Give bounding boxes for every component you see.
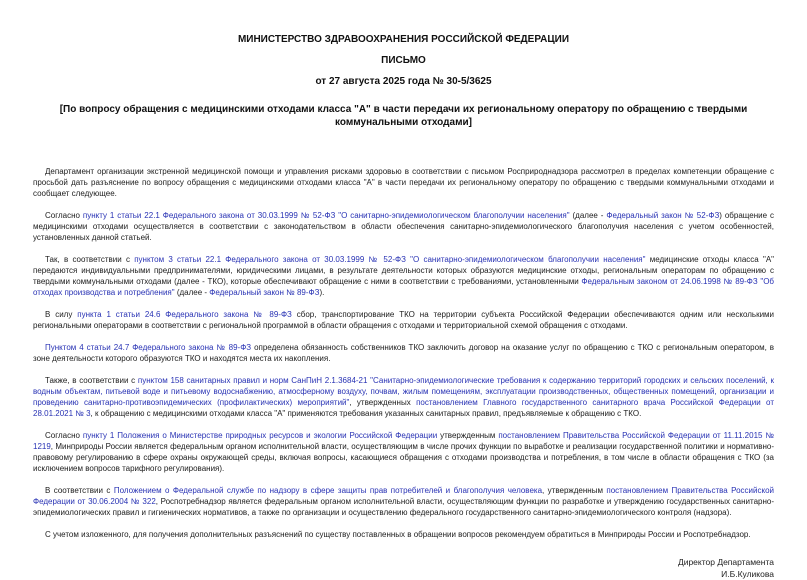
doc-type: ПИСЬМО	[381, 55, 426, 66]
signature-block	[33, 556, 774, 580]
ministry-title: МИНИСТЕРСТВО ЗДРАВООХРАНЕНИЯ РОССИЙСКОЙ ФЕДЕРАЦИИ	[237, 34, 570, 45]
legal-reference-link[interactable]: пунктом 3 статьи 22.1 Федерального закона от 30.03.1999 № 52-ФЗ "О санитарно-эпидемиологическом благополучии населения"	[134, 255, 646, 264]
legal-reference-link[interactable]: Положением о Федеральной службе по надзору в сфере защиты прав потребителей и благополучия человека	[113, 486, 543, 495]
paragraph	[33, 430, 774, 474]
legal-reference-link[interactable]: постановлением Главного государственного санитарного врача Российской Федерации от 28.01.2021 № 3	[33, 398, 774, 418]
paragraph-text: , утвержденных	[349, 398, 417, 407]
paragraph	[33, 254, 774, 298]
paragraph-text: Департамент организации экстренной медицинской помощи и управления рисками здоровью в соответствии с письмом Росприроднадзора рассмотрел в пределах компетенции обращение с просьбой дать разъяснение по вопросу обращения с медицинскими отходами класса "А" в части передачи их региональному оператору по обращению с твердыми коммунальными отходами и сообщает следующее.	[33, 167, 774, 198]
paragraph	[33, 210, 774, 243]
paragraph-text: (далее -	[569, 211, 607, 220]
paragraph	[33, 485, 774, 518]
paragraph	[33, 309, 774, 331]
paragraph-text: В соответствии с	[45, 486, 114, 495]
legal-reference-link[interactable]: пункта 1 статьи 24.6 Федерального закона № 89-ФЗ	[77, 310, 292, 319]
legal-reference-link[interactable]: пункту 1 Положения о Министерстве природных ресурсов и экологии Российской Федерации	[82, 431, 438, 440]
paragraph-text: ) обращение с медицинскими отходами осуществляется в соответствии с законодательством в области обеспечения санитарно-эпидемиологического благополучия населения с учетом особенностей, установленных данной статьей.	[33, 211, 774, 242]
paragraph-text: В силу	[45, 310, 78, 319]
legal-reference-link[interactable]: постановлением Правительства Российской Федерации от 11.11.2015 № 1219	[33, 431, 774, 451]
legal-reference-link[interactable]: пункту 1 статьи 22.1 Федерального закона от 30.03.1999 № 52-ФЗ "О санитарно-эпидемиологическом благополучии населения"	[82, 211, 570, 220]
signature-title: Директор Департамента	[677, 557, 774, 567]
signature-name: И.Б.Куликова	[721, 569, 774, 579]
paragraph-text: Согласно	[45, 431, 83, 440]
paragraph-text: , к обращению с медицинскими отходами класса "А" применяются требования указанных санитарных правил, предъявляемые к обращению с ТКО.	[90, 409, 642, 418]
paragraph-text: Так, в соответствии с	[45, 255, 135, 264]
paragraph-text: , Роспотребнадзор является федеральным органом исполнительной власти, осуществляющим функции по разработке и утверждению государственных санитарно-эпидемиологических правил и гигиенических нормативов, а также по организации и осуществлению федерального государственного санитарно-эпидемиологического контроля (надзора).	[33, 497, 774, 517]
paragraph-text: Также, в соответствии с	[45, 376, 138, 385]
doc-date-number: от 27 августа 2025 года № 30-5/3625	[315, 76, 492, 87]
legal-reference-link[interactable]: Федеральный закон № 52-ФЗ	[606, 211, 720, 220]
paragraph-text: определена обязанность собственников ТКО заключить договор на оказание услуг по обращению с ТКО с региональным оператором, в зоне деятельности которого образуются ТКО и находятся места их накопления.	[33, 343, 774, 363]
paragraph	[33, 166, 774, 199]
paragraph-text: , утвержденным	[542, 486, 607, 495]
legal-reference-link[interactable]: Пунктом 4 статьи 24.7 Федерального закона № 89-ФЗ	[45, 343, 252, 352]
doc-subject: [По вопросу обращения с медицинскими отходами класса "А" в части передачи их региональному оператору по обращению с твердыми коммунальными отходами]	[59, 104, 748, 128]
paragraph-text: , Минприроды России является федеральным органом исполнительной власти, осуществляющим в числе прочих функции по выработке и реализации государственной политики и нормативно-правовому регулированию в сфере охраны окружающей среды, включая вопросы, касающиеся обращения с отходами производства и потребления, в том числе в области обращения с ТКО (за исключением вопросов тарифного регулирования).	[33, 442, 774, 473]
legal-reference-link[interactable]: постановлением Правительства Российской Федерации от 30.06.2004 № 322	[33, 486, 775, 506]
paragraph-text: сбор, транспортирование ТКО на территории субъекта Российской Федерации обеспечиваются одним или несколькими региональными операторами в соответствии с региональной программой в области обращения с отходами и территориальной схемой обращения с отходами.	[33, 310, 775, 330]
body-paragraphs	[33, 166, 774, 540]
paragraph-text: (далее -	[174, 288, 210, 297]
document-header	[33, 34, 774, 129]
paragraph-text: С учетом изложенного, для получения дополнительных разъяснений по существу поставленных в обращении вопросов рекомендуем обратиться в Минприроды России и Роспотребнадзор.	[45, 530, 751, 539]
legal-reference-link[interactable]: Федеральный закон № 89-ФЗ	[209, 288, 320, 297]
paragraph	[33, 342, 774, 364]
paragraph	[33, 529, 774, 540]
paragraph-text: утвержденным	[437, 431, 499, 440]
legal-reference-link[interactable]: Федеральным законом от 24.06.1998 № 89-ФЗ "Об отходах производства и потребления"	[33, 277, 774, 297]
paragraph	[33, 375, 774, 419]
legal-reference-link[interactable]: пунктом 158 санитарных правил и норм СанПиН 2.1.3684-21 "Санитарно-эпидемиологические требования к содержанию территорий городских и сельских поселений, к водным объектам, питьевой воде и питьевому водоснабжению, атмосферному воздуху, почвам, жилым помещениям, эксплуатации производственных, общественных помещений, организации и проведению санитарно-противоэпидемических (профилактических) мероприятий"	[33, 376, 774, 407]
paragraph-text: Согласно	[45, 211, 83, 220]
paragraph-text: ).	[319, 288, 325, 297]
paragraph-text: медицинские отходы класса "А" передаются индивидуальными предпринимателями, юридическими лицами, в результате деятельности которых образуются медицинские отходы, региональным операторам по обращению с твердыми коммунальными отходами (далее - ТКО), которые обеспечивают обращение с ними в соответствии с требованиями, установленными	[33, 255, 774, 286]
